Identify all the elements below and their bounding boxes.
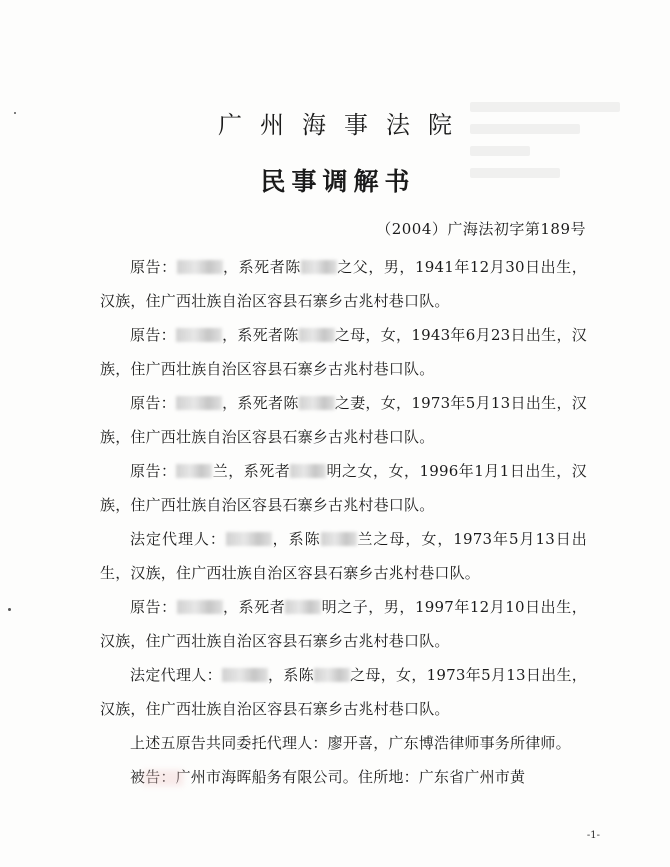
redacted-name [177, 600, 223, 614]
redacted-name [176, 328, 222, 342]
redacted-name [301, 260, 337, 274]
scan-speck [8, 608, 11, 611]
party-paragraph: 原告： ，系死者 明之子，男，1997年12月10日出生，汉族，住广西壮族自治区容县石寨乡古兆村巷口队。 [100, 598, 587, 650]
party-paragraph: 原告： 兰，系死者 明之女，女，1996年1月1日出生，汉族，住广西壮族自治区容县石寨乡古兆村巷口队。 [100, 462, 587, 514]
redacted-name [177, 260, 223, 274]
party-paragraph: 原告： ，系死者陈 之父，男，1941年12月30日出生，汉族，住广西壮族自治区容县石寨乡古兆村巷口队。 [100, 258, 587, 310]
redacted-name [176, 464, 212, 478]
redacted-name [299, 396, 335, 410]
redacted-name [299, 328, 335, 342]
scan-speck [14, 112, 16, 114]
case-number: （2004）广海法初字第189号 [376, 220, 586, 238]
redacted-name [226, 532, 272, 546]
faint-stamp-trace [143, 770, 183, 786]
redacted-name [314, 668, 350, 682]
document-body [100, 250, 587, 794]
party-paragraph: 原告： ，系死者陈 之母，女，1943年6月23日出生，汉族，住广西壮族自治区容县石寨乡古兆村巷口队。 [100, 326, 587, 378]
redacted-name [321, 532, 357, 546]
party-paragraph: 原告： ，系死者陈 之妻，女，1973年5月13日出生，汉族，住广西壮族自治区容县石寨乡古兆村巷口队。 [100, 394, 587, 446]
agent-paragraph: 上述五原告共同委托代理人：廖开喜，广东博浩律师事务所律师。 [130, 734, 571, 752]
guardian-paragraph: 法定代理人： ，系陈 兰之母，女，1973年5月13日出生，汉族，住广西壮族自治区容县石寨乡古兆村巷口队。 [100, 530, 587, 582]
redacted-name [285, 600, 321, 614]
guardian-paragraph: 法定代理人： ，系陈 之母，女，1973年5月13日出生，汉族，住广西壮族自治区容县石寨乡古兆村巷口队。 [100, 666, 588, 718]
redacted-name [290, 464, 326, 478]
defendant-paragraph: 被告：广州市海晖船务有限公司。住所地：广东省广州市黄 [130, 768, 526, 786]
redacted-name [176, 396, 222, 410]
document-title: 民事调解书 [260, 167, 416, 196]
redacted-name [222, 668, 268, 682]
court-name: 广州海事法院 [218, 111, 470, 139]
page-number: -1- [586, 830, 600, 841]
